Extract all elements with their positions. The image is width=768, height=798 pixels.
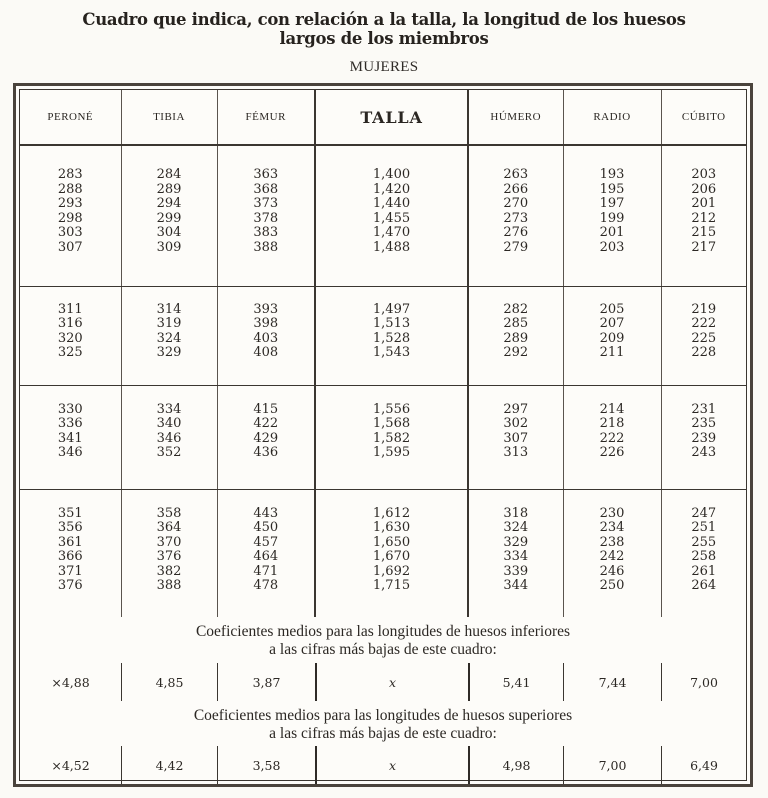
talla-value: 1,513 [372,316,411,331]
coef-inferior-note-line-1: Coeficientes medios para las longitudes de huesos inferiores [195,623,571,640]
radio-value: 207 [599,316,625,331]
radio-value: 214 [599,401,625,417]
cell-cubito [661,286,746,385]
coef-superior-row [20,746,746,784]
cubito-value: 243 [691,445,717,460]
radio-value: 193 [599,167,625,182]
cell-tibia [121,286,217,385]
table-group-row [20,489,746,617]
coef-inferior-talla: x [315,663,468,701]
radio-value: 195 [599,181,625,197]
talla-value: 1,692 [372,563,411,579]
talla-value: 1,650 [372,534,411,550]
coef-inferior-tibia: 4,85 [121,663,217,701]
femur-value: 415 [253,401,279,417]
coef-superior-note-line-2: a las cifras más bajas de este cuadro: [269,725,497,742]
talla-value: 1,455 [372,210,411,226]
tibia-value: 340 [156,416,182,431]
cell-perone [20,286,121,385]
cubito-value: 239 [691,430,717,446]
cell-radio [563,286,661,385]
radio-value: 203 [599,239,625,255]
cubito-value: 261 [691,563,717,579]
humero-value: 339 [503,563,529,579]
femur-value: 457 [253,534,279,550]
cell-cubito [661,145,746,286]
humero-value: 344 [503,578,529,593]
perone-value: 341 [57,430,83,446]
humero-value: 324 [503,520,529,535]
cell-talla [315,286,468,385]
coef-inferior-humero: 5,41 [468,663,563,701]
table-group-row [20,286,746,385]
perone-value: 366 [57,549,83,564]
humero-value: 318 [503,505,529,521]
cubito-value: 235 [691,416,717,431]
cell-perone [20,145,121,286]
header-radio: RADIO [563,90,661,145]
header-femur: FÉMUR [217,90,315,145]
cell-talla [315,489,468,617]
femur-value: 464 [253,549,279,564]
femur-value: 363 [253,167,279,182]
femur-value: 436 [253,445,279,460]
tibia-value: 324 [156,330,182,346]
bone-length-table [20,90,746,617]
talla-value: 1,470 [372,225,411,240]
humero-value: 297 [503,401,529,417]
coef-superior-femur: 3,58 [217,746,315,784]
tibia-value: 352 [156,445,182,460]
talla-value: 1,568 [372,416,411,431]
humero-value: 273 [503,210,529,226]
perone-value: 336 [57,416,83,431]
humero-value: 307 [503,430,529,446]
cell-femur [217,489,315,617]
radio-value: 218 [599,416,625,431]
humero-value: 289 [503,330,529,346]
cell-radio [563,145,661,286]
femur-value: 471 [253,563,279,579]
talla-value: 1,528 [372,330,411,346]
talla-value: 1,400 [372,167,411,182]
cubito-value: 217 [691,239,717,255]
humero-value: 270 [503,196,529,211]
header-talla: TALLA [315,90,468,145]
cubito-value: 222 [691,316,717,331]
cell-femur [217,385,315,489]
document-title [0,10,768,48]
femur-value: 368 [253,181,279,197]
perone-value: 298 [57,210,83,226]
femur-value: 478 [253,578,279,593]
coef-superior-note [20,707,746,743]
coef-superior-perone: ×4,52 [51,757,90,773]
cell-tibia [121,385,217,489]
perone-value: 293 [57,196,83,211]
cell-talla [315,385,468,489]
perone-value: 376 [57,578,83,593]
cell-radio [563,489,661,617]
title-line-2: largos de los miembros [279,29,489,48]
humero-value: 313 [503,445,529,460]
tibia-value: 289 [156,181,182,197]
cubito-value: 215 [691,225,717,240]
talla-value: 1,556 [372,401,411,417]
cell-humero [468,145,563,286]
talla-value: 1,630 [372,520,411,535]
radio-value: 242 [599,549,625,564]
cubito-value: 255 [691,534,717,550]
tibia-value: 304 [156,225,182,240]
coef-inferior-perone: ×4,88 [51,674,90,690]
tibia-value: 334 [156,401,182,417]
humero-value: 263 [503,167,529,182]
tibia-value: 309 [156,239,182,255]
radio-value: 211 [599,345,625,360]
femur-value: 388 [253,239,279,255]
cell-radio [563,385,661,489]
cubito-value: 212 [691,210,717,226]
header-row [20,90,746,145]
talla-value: 1,543 [372,345,411,360]
perone-value: 311 [57,301,83,317]
perone-value: 325 [57,345,83,360]
coef-superior-note-line-1: Coeficientes medios para las longitudes de huesos superiores [193,707,573,724]
radio-value: 205 [599,301,625,317]
radio-value: 238 [599,534,625,550]
cell-humero [468,489,563,617]
perone-value: 316 [57,316,83,331]
cell-cubito [661,385,746,489]
tibia-value: 358 [156,505,182,521]
tibia-value: 314 [156,301,182,317]
talla-value: 1,497 [372,301,411,317]
radio-value: 230 [599,505,625,521]
femur-value: 378 [253,210,279,226]
cell-femur [217,145,315,286]
humero-value: 266 [503,181,529,197]
table-body [20,145,746,617]
cell-tibia [121,489,217,617]
radio-value: 209 [599,330,625,346]
cubito-value: 247 [691,505,717,521]
cell-humero [468,385,563,489]
radio-value: 197 [599,196,625,211]
tibia-value: 319 [156,316,182,331]
cubito-value: 225 [691,330,717,346]
cell-perone [20,385,121,489]
tibia-value: 294 [156,196,182,211]
radio-value: 222 [599,430,625,446]
coef-superior-humero: 4,98 [468,746,563,784]
tibia-value: 382 [156,563,182,579]
talla-value: 1,420 [372,181,411,197]
coef-inferior-cubito: 7,00 [661,663,746,701]
header-humero: HÚMERO [468,90,563,145]
radio-value: 234 [599,520,625,535]
cubito-value: 206 [691,181,717,197]
tibia-value: 388 [156,578,182,593]
title-line-1: Cuadro que indica, con relación a la talla, la longitud de los huesos [82,10,686,29]
femur-value: 429 [253,430,279,446]
perone-value: 283 [57,167,83,182]
talla-value: 1,612 [372,505,411,521]
femur-value: 443 [253,505,279,521]
tibia-value: 329 [156,345,182,360]
perone-value: 356 [57,520,83,535]
tibia-value: 364 [156,520,182,535]
cell-humero [468,286,563,385]
cell-talla [315,145,468,286]
section-subtitle: MUJERES [349,59,419,75]
cubito-value: 228 [691,345,717,360]
humero-value: 279 [503,239,529,255]
perone-value: 361 [57,534,83,550]
talla-value: 1,488 [372,239,411,255]
femur-value: 393 [253,301,279,317]
cell-cubito [661,489,746,617]
cell-perone [20,489,121,617]
perone-value: 346 [57,445,83,460]
talla-value: 1,440 [372,196,411,211]
humero-value: 334 [503,549,529,564]
humero-value: 292 [503,345,529,360]
tibia-value: 370 [156,534,182,550]
talla-value: 1,582 [372,430,411,446]
humero-value: 302 [503,416,529,431]
coef-inferior-row [20,663,746,701]
coef-inferior-note-line-2: a las cifras más bajas de este cuadro: [269,641,497,658]
perone-value: 371 [57,563,83,579]
cubito-value: 264 [691,578,717,593]
talla-value: 1,670 [372,549,411,564]
header-tibia: TIBIA [121,90,217,145]
cubito-value: 231 [691,401,717,417]
tibia-value: 346 [156,430,182,446]
humero-value: 285 [503,316,529,331]
table-group-row [20,385,746,489]
radio-value: 199 [599,210,625,226]
perone-value: 303 [57,225,83,240]
cubito-value: 251 [691,520,717,535]
tibia-value: 376 [156,549,182,564]
perone-value: 320 [57,330,83,346]
cubito-value: 203 [691,167,717,182]
femur-value: 422 [253,416,279,431]
header-perone: PERONÉ [20,90,121,145]
femur-value: 450 [253,520,279,535]
coef-inferior-femur: 3,87 [217,663,315,701]
humero-value: 329 [503,534,529,550]
radio-value: 226 [599,445,625,460]
table-group-row [20,145,746,286]
femur-value: 373 [253,196,279,211]
humero-value: 282 [503,301,529,317]
talla-value: 1,595 [372,445,411,460]
cubito-value: 258 [691,549,717,564]
perone-value: 288 [57,181,83,197]
radio-value: 201 [599,225,625,240]
talla-value: 1,715 [372,578,411,593]
perone-value: 330 [57,401,83,417]
femur-value: 408 [253,345,279,360]
femur-value: 398 [253,316,279,331]
header-cubito: CÚBITO [661,90,746,145]
humero-value: 276 [503,225,529,240]
radio-value: 246 [599,563,625,579]
femur-value: 383 [253,225,279,240]
tibia-value: 284 [156,167,182,182]
perone-value: 351 [57,505,83,521]
cell-tibia [121,145,217,286]
table-frame [13,83,753,787]
femur-value: 403 [253,330,279,346]
cubito-value: 201 [691,196,717,211]
coef-superior-talla: x [315,746,468,784]
cubito-value: 219 [691,301,717,317]
coef-superior-tibia: 4,42 [121,746,217,784]
cell-femur [217,286,315,385]
perone-value: 307 [57,239,83,255]
coef-superior-radio: 7,00 [563,746,661,784]
coef-inferior-radio: 7,44 [563,663,661,701]
table-inner-frame [19,89,747,781]
radio-value: 250 [599,578,625,593]
coef-inferior-note [20,623,746,659]
tibia-value: 299 [156,210,182,226]
coef-superior-cubito: 6,49 [661,746,746,784]
